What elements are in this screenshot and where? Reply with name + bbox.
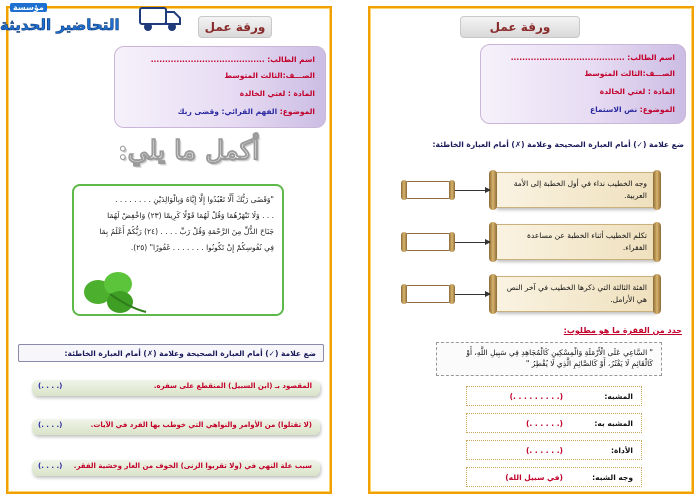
- field-row: المشبه: (. . . . . . . . .): [466, 386, 642, 406]
- verse-line: فِي نُفُوسِكُمْ إِنْ تَكُونُوا . . . . . . . غَفُورًا" (٢٥).: [130, 243, 274, 252]
- grade-line: الصـــف:الثالث المتوسط: [224, 71, 315, 80]
- tf-item: (لا تقتلوا) من الأوامر والنواهي التي خوطب بها الفرد في الآيات. (. . . .): [32, 419, 320, 435]
- arrow-icon: [454, 294, 490, 295]
- banner-text: ورقة عمل: [204, 20, 266, 34]
- banner-text: ورقة عمل: [489, 20, 551, 34]
- field-row: الأداة: (. . . . . .): [466, 440, 642, 460]
- statement-scroll: الفئة الثالثة التي ذكرها الخطيب في آخر النص هي الأرامل.: [494, 276, 656, 312]
- tf-item: سبب علة النهي في (ولا تقربوا الزنى) الخوف من العار وخشية الفقر. (. . . .): [32, 460, 320, 476]
- topic-line: الموضوع: نص الاستماع: [589, 105, 675, 114]
- tf-answer[interactable]: (. . . .): [38, 382, 63, 390]
- tf-instruction: ضع علامة (✓) أمام العبارة الصحيحة وعلامة (✗) أمام العبارة الخاطئة:: [64, 349, 316, 358]
- statement-scroll: تكلم الخطيب أثناء الخطبة عن مساعدة الفقراء.: [494, 224, 656, 260]
- site-logo: [0, 0, 182, 38]
- logo-title: التحاضير الحديثة: [0, 16, 120, 34]
- tf-instruction: ضع علامة (✓) أمام العبارة الصحيحة وعلامة (✗) أمام العبارة الخاطئة:: [432, 140, 684, 149]
- field-row: المشبه به: (. . . . . .): [466, 413, 642, 433]
- field-answer[interactable]: (. . . . . . . . .): [509, 392, 563, 401]
- subject-line: المادة : لغتي الخالدة: [239, 89, 315, 98]
- tf-answer[interactable]: (. . . .): [38, 462, 63, 470]
- section-title: حدد من الفقرة ما هو مطلوب:: [563, 326, 682, 335]
- worksheet-banner: [198, 16, 272, 38]
- verse-line: "وَقَضَى رَبُّكَ أَلَّا تَعْبُدُوا إِلَّا إِيَّاهُ وَبِالْوَالِدَيْنِ . . . . . . . .: [115, 195, 274, 204]
- worksheet-page-right: [368, 6, 694, 494]
- field-answer[interactable]: (. . . . . .): [525, 419, 563, 428]
- quote-box: " السَّاعِي عَلَى الْأَرْمَلَةِ وَالْمِسْكِينِ كَالْمُجَاهِدِ فِي سَبِيلِ اللَّهِ، أَوْ كَالْقَائِمِ لَا يَفْتُرُ، أَوْ كَالصَّائِمِ الَّذِي لَا يُفْطِرُ ": [436, 342, 662, 376]
- answer-box[interactable]: [404, 285, 452, 303]
- field-answer[interactable]: (في سبيل الله): [505, 473, 563, 482]
- verse-box: [72, 184, 284, 316]
- student-name-line: اسم الطالب: ........................................: [510, 53, 675, 62]
- field-answer[interactable]: (. . . . . .): [525, 446, 563, 455]
- worksheet-page-left: [6, 6, 332, 494]
- grade-line: الصـــف:الثالث المتوسط: [584, 69, 675, 78]
- subject-line: المادة : لغتي الخالدة: [599, 87, 675, 96]
- arrow-icon: [454, 242, 490, 243]
- verse-line: . . . وَلَا تَنْهَرْهُمَا وَقُلْ لَهُمَا قَوْلًا كَرِيمًا (٢٣) وَاخْفِضْ لَهُمَا: [107, 211, 274, 220]
- truck-icon: [138, 2, 182, 34]
- verse-line: جَنَاحَ الذُّلِّ مِنَ الرَّحْمَةِ وَقُلْ رَبِّ . . . . (٢٤) رَبُّكُمْ أَعْلَمُ بِمَا: [99, 227, 274, 236]
- arrow-icon: [454, 190, 490, 191]
- student-info-box: [480, 44, 686, 124]
- field-row: وجه الشبه: (في سبيل الله): [466, 467, 642, 487]
- logo-subtitle: مؤسسة: [10, 3, 47, 12]
- student-name-line: اسم الطالب: ........................................: [150, 55, 315, 64]
- tf-answer[interactable]: (. . . .): [38, 421, 63, 429]
- answer-box[interactable]: [404, 233, 452, 251]
- tf-item: المقصود بـ (ابن السبيل) المنقطع على سفره. (. . . .): [32, 380, 320, 396]
- worksheet-banner: [460, 16, 580, 38]
- statement-scroll: وجه الخطيب نداء في أول الخطبة إلى الأمة العربية.: [494, 172, 656, 208]
- answer-box[interactable]: [404, 181, 452, 199]
- topic-line: الموضوع: الفهم القرائي: وقضى ربك: [177, 107, 315, 116]
- clover-icon: [80, 270, 150, 318]
- complete-heading: أكمل ما يلي:: [118, 136, 260, 166]
- student-info-box: [114, 46, 326, 128]
